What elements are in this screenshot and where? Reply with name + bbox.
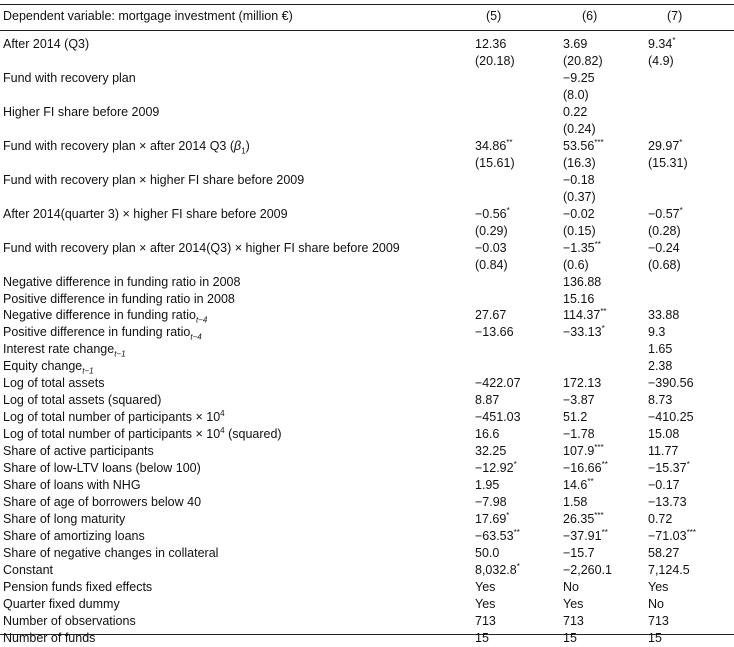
coefficient: −0.02 xyxy=(563,207,595,221)
coefficient: 9.34 xyxy=(648,37,673,51)
value-col-7-value xyxy=(648,324,665,341)
value-col-5-standard-error: (15.61) xyxy=(475,156,515,170)
coefficient: No xyxy=(563,580,579,594)
row-label-text: Positive difference in funding ratio xyxy=(3,325,191,339)
row-label-text: Interest rate change xyxy=(3,342,115,356)
dependent-variable-label: Dependent variable: mortgage investment (million €) xyxy=(3,9,293,23)
value-col-6-value xyxy=(563,596,583,613)
value-col-5-value xyxy=(475,562,520,579)
row-label-subscript: t−1 xyxy=(82,366,94,376)
value-col-5-value xyxy=(475,36,506,53)
value-col-5-value xyxy=(475,206,510,223)
coefficient: −15.37 xyxy=(648,461,687,475)
coefficient: −15.7 xyxy=(563,546,595,560)
coefficient: −33.13 xyxy=(563,325,602,339)
value-col-6-standard-error: (0.15) xyxy=(563,224,596,238)
row-label xyxy=(3,426,282,443)
value-col-7-value xyxy=(648,341,672,358)
coefficient: −1.78 xyxy=(563,427,595,441)
column-header-6: (6) xyxy=(582,9,598,23)
row-label-text: Log of total number of participants × 10 xyxy=(3,427,221,441)
row-label xyxy=(3,172,304,189)
row-label xyxy=(3,528,145,545)
row-label xyxy=(3,494,201,511)
row-label xyxy=(3,341,126,358)
value-col-7-value xyxy=(648,494,687,511)
row-label xyxy=(3,545,218,562)
value-col-6-value xyxy=(563,511,604,528)
coefficient: 15.08 xyxy=(648,427,680,441)
significance-stars: ** xyxy=(601,460,608,469)
row-label-text: Pension funds fixed effects xyxy=(3,580,153,594)
value-col-7-value xyxy=(648,206,683,223)
significance-stars: *** xyxy=(594,511,604,520)
row-label-text: Equity change xyxy=(3,359,83,373)
row-label-text: Fund with recovery plan × after 2014(Q3) × higher FI share before 2009 xyxy=(3,241,400,255)
value-col-6-standard-error: (8.0) xyxy=(563,88,589,102)
row-label-superscript: 4 xyxy=(220,426,225,435)
value-col-6-standard-error: (0.6) xyxy=(563,258,589,272)
row-label xyxy=(3,562,53,579)
row-label-text: Higher FI share before 2009 xyxy=(3,105,160,119)
coefficient: 33.88 xyxy=(648,308,680,322)
value-col-5-value xyxy=(475,375,521,392)
column-header-5: (5) xyxy=(486,9,502,23)
coefficient: 32.25 xyxy=(475,444,507,458)
value-col-6-value xyxy=(563,630,577,647)
row-label-subscript: t−4 xyxy=(190,332,202,342)
value-col-5-value xyxy=(475,443,506,460)
coefficient: −0.18 xyxy=(563,173,595,187)
value-col-6-value xyxy=(563,409,587,426)
value-col-5-standard-error: (0.84) xyxy=(475,258,508,272)
value-col-6-value xyxy=(563,562,612,579)
coefficient: −63.53 xyxy=(475,529,514,543)
value-col-7-value xyxy=(648,240,680,257)
value-col-7-value xyxy=(648,596,664,613)
coefficient: −2,260.1 xyxy=(563,563,613,577)
value-col-7-value xyxy=(648,443,678,460)
coefficient: Yes xyxy=(475,597,496,611)
value-col-5-value xyxy=(475,307,506,324)
value-col-7-value xyxy=(648,545,679,562)
row-label-end: (squared) xyxy=(224,427,282,441)
coefficient: 50.0 xyxy=(475,546,500,560)
significance-stars: * xyxy=(506,206,510,215)
coefficient: 8.87 xyxy=(475,393,500,407)
significance-stars: *** xyxy=(594,443,604,452)
value-col-6-value xyxy=(563,579,579,596)
value-col-7-standard-error: (0.28) xyxy=(648,224,681,238)
coefficient: −71.03 xyxy=(648,529,687,543)
coefficient: No xyxy=(648,597,664,611)
value-col-5-value xyxy=(475,511,509,528)
coefficient: −0.03 xyxy=(475,241,507,255)
value-col-6-standard-error: (0.24) xyxy=(563,122,596,136)
row-label-text: Negative difference in funding ratio in 2008 xyxy=(3,275,241,289)
value-col-6-standard-error: (20.82) xyxy=(563,54,603,68)
value-col-5-value xyxy=(475,596,495,613)
value-col-6-value xyxy=(563,138,604,155)
significance-stars: * xyxy=(506,511,510,520)
row-label-text: Share of amortizing loans xyxy=(3,529,145,543)
row-label-text: Log of total assets (squared) xyxy=(3,393,162,407)
significance-stars: *** xyxy=(594,138,604,147)
coefficient: −451.03 xyxy=(475,410,521,424)
value-col-7-value xyxy=(648,477,680,494)
coefficient: −0.56 xyxy=(475,207,507,221)
significance-stars: * xyxy=(679,138,683,147)
coefficient: 11.77 xyxy=(648,444,679,458)
coefficient: −7.98 xyxy=(475,495,507,509)
value-col-6-value xyxy=(563,528,608,545)
row-label xyxy=(3,409,225,426)
value-col-7-value xyxy=(648,138,682,155)
column-header-7: (7) xyxy=(667,9,683,23)
coefficient: −0.57 xyxy=(648,207,680,221)
row-label xyxy=(3,138,250,155)
row-label xyxy=(3,358,94,375)
coefficient: 1.58 xyxy=(563,495,588,509)
row-label-text: After 2014(quarter 3) × higher FI share before 2009 xyxy=(3,207,288,221)
row-label xyxy=(3,477,141,494)
value-col-6-value xyxy=(563,206,595,223)
significance-stars: * xyxy=(672,36,676,45)
value-col-7-value xyxy=(648,409,694,426)
row-label xyxy=(3,324,202,341)
coefficient: −3.87 xyxy=(563,393,595,407)
significance-stars: * xyxy=(679,206,683,215)
row-label-text: Share of negative changes in collateral xyxy=(3,546,219,560)
row-label-text: Positive difference in funding ratio in 2008 xyxy=(3,292,235,306)
significance-stars: * xyxy=(516,562,520,571)
row-label-text: After 2014 (Q3) xyxy=(3,37,90,51)
coefficient: 51.2 xyxy=(563,410,588,424)
row-label-subscript: t−4 xyxy=(195,315,208,325)
value-col-5-value xyxy=(475,324,514,341)
row-label-math-subscript: 1 xyxy=(241,146,246,156)
coefficient: −9.25 xyxy=(563,71,595,85)
value-col-6-value xyxy=(563,274,601,291)
value-col-6-value xyxy=(563,291,594,308)
value-col-6-value xyxy=(563,392,595,409)
coefficient: 27.67 xyxy=(475,308,507,322)
significance-stars: ** xyxy=(601,528,608,537)
value-col-5-value xyxy=(475,545,499,562)
significance-stars: ** xyxy=(506,138,513,147)
significance-stars: ** xyxy=(513,528,520,537)
coefficient: −0.24 xyxy=(648,241,680,255)
coefficient: 16.6 xyxy=(475,427,500,441)
row-label-text: Number of funds xyxy=(3,631,96,645)
value-col-6-value xyxy=(563,545,595,562)
coefficient: −16.66 xyxy=(563,461,602,475)
value-col-6-value xyxy=(563,375,601,392)
coefficient: 17.69 xyxy=(475,512,507,526)
row-label xyxy=(3,460,201,477)
row-label xyxy=(3,443,154,460)
value-col-5-value xyxy=(475,426,499,443)
coefficient: 15.16 xyxy=(563,292,595,306)
row-label xyxy=(3,307,207,324)
coefficient: 713 xyxy=(475,614,496,628)
value-col-5-value xyxy=(475,409,521,426)
value-col-7-value xyxy=(648,579,668,596)
value-col-6-value xyxy=(563,324,605,341)
coefficient: 0.22 xyxy=(563,105,588,119)
value-col-7-value xyxy=(648,630,662,647)
value-col-7-value xyxy=(648,613,669,630)
coefficient: 29.97 xyxy=(648,139,680,153)
coefficient: −12.92 xyxy=(475,461,514,475)
significance-stars: * xyxy=(601,324,605,333)
value-col-7-value xyxy=(648,36,675,53)
row-label xyxy=(3,206,288,223)
row-label-text: Number of observations xyxy=(3,614,136,628)
coefficient: 1.95 xyxy=(475,478,500,492)
bottom-rule xyxy=(0,634,734,635)
row-label-text: Fund with recovery plan × after 2014 Q3 ( xyxy=(3,139,235,153)
coefficient: 0.72 xyxy=(648,512,673,526)
coefficient: 58.27 xyxy=(648,546,680,560)
value-col-6-value xyxy=(563,36,587,53)
coefficient: −410.25 xyxy=(648,410,694,424)
row-label-text: Quarter fixed dummy xyxy=(3,597,120,611)
row-label-text: Constant xyxy=(3,563,54,577)
significance-stars: * xyxy=(513,460,517,469)
value-col-6-value xyxy=(563,460,608,477)
significance-stars: ** xyxy=(594,240,601,249)
value-col-6-standard-error: (0.37) xyxy=(563,190,596,204)
coefficient: −1.35 xyxy=(563,241,595,255)
significance-stars: ** xyxy=(600,307,607,316)
top-rule xyxy=(0,4,734,5)
value-col-7-value xyxy=(648,307,679,324)
row-label xyxy=(3,613,136,630)
row-label xyxy=(3,274,240,291)
coefficient: −37.91 xyxy=(563,529,602,543)
coefficient: 2.38 xyxy=(648,359,673,373)
value-col-6-value xyxy=(563,426,595,443)
row-label xyxy=(3,375,104,392)
value-col-5-value xyxy=(475,528,520,545)
value-col-5-value xyxy=(475,630,489,647)
row-label xyxy=(3,630,95,647)
row-label-text: Share of low-LTV loans (below 100) xyxy=(3,461,201,475)
value-col-6-standard-error: (16.3) xyxy=(563,156,596,170)
coefficient: 15 xyxy=(475,631,489,645)
coefficient: Yes xyxy=(563,597,584,611)
coefficient: 107.9 xyxy=(563,444,595,458)
coefficient: 26.35 xyxy=(563,512,595,526)
value-col-5-value xyxy=(475,613,496,630)
coefficient: 8.73 xyxy=(648,393,673,407)
row-label-text: Share of active participants xyxy=(3,444,154,458)
header-rule xyxy=(0,30,734,31)
coefficient: 8,032.8 xyxy=(475,563,517,577)
coefficient: 114.37 xyxy=(563,308,601,322)
coefficient: Yes xyxy=(648,580,669,594)
coefficient: 9.3 xyxy=(648,325,666,339)
row-label-text: Log of total assets xyxy=(3,376,105,390)
value-col-6-value xyxy=(563,477,594,494)
row-label-text: Share of age of borrowers below 40 xyxy=(3,495,202,509)
value-col-5-standard-error: (20.18) xyxy=(475,54,515,68)
coefficient: −0.17 xyxy=(648,478,680,492)
value-col-7-value xyxy=(648,528,696,545)
value-col-7-standard-error: (0.68) xyxy=(648,258,681,272)
significance-stars: *** xyxy=(686,528,696,537)
value-col-6-value xyxy=(563,494,587,511)
row-label xyxy=(3,511,125,528)
row-label xyxy=(3,36,89,53)
value-col-5-value xyxy=(475,477,499,494)
value-col-7-standard-error: (15.31) xyxy=(648,156,688,170)
row-label xyxy=(3,596,120,613)
row-label-text: Share of loans with NHG xyxy=(3,478,141,492)
coefficient: 1.65 xyxy=(648,342,673,356)
value-col-6-value xyxy=(563,307,607,324)
value-col-6-value xyxy=(563,443,604,460)
row-label-text: Share of long maturity xyxy=(3,512,126,526)
coefficient: Yes xyxy=(475,580,496,594)
coefficient: 15 xyxy=(563,631,577,645)
value-col-7-standard-error: (4.9) xyxy=(648,54,674,68)
coefficient: 136.88 xyxy=(563,275,602,289)
row-label-math: β xyxy=(234,139,242,153)
value-col-7-value xyxy=(648,392,672,409)
row-label xyxy=(3,70,136,87)
row-label-text: Negative difference in funding ratio xyxy=(3,308,196,322)
row-label-superscript: 4 xyxy=(220,409,225,418)
row-label xyxy=(3,104,159,121)
row-label xyxy=(3,291,235,308)
value-col-7-value xyxy=(648,375,694,392)
coefficient: −13.66 xyxy=(475,325,514,339)
coefficient: 7,124.5 xyxy=(648,563,690,577)
row-label-subscript: t−1 xyxy=(114,349,126,359)
value-col-5-value xyxy=(475,579,495,596)
coefficient: 3.69 xyxy=(563,37,588,51)
value-col-5-value xyxy=(475,392,499,409)
row-label xyxy=(3,392,161,409)
value-col-6-value xyxy=(563,172,595,189)
coefficient: −13.73 xyxy=(648,495,687,509)
coefficient: 34.86 xyxy=(475,139,507,153)
coefficient: 14.6 xyxy=(563,478,588,492)
row-label-text: Fund with recovery plan × higher FI share before 2009 xyxy=(3,173,305,187)
coefficient: 713 xyxy=(648,614,669,628)
value-col-7-value xyxy=(648,426,679,443)
value-col-6-value xyxy=(563,613,584,630)
row-label xyxy=(3,240,400,257)
value-col-6-value xyxy=(563,240,601,257)
row-label xyxy=(3,579,152,596)
coefficient: 713 xyxy=(563,614,584,628)
coefficient: 12.36 xyxy=(475,37,507,51)
value-col-5-value xyxy=(475,460,517,477)
value-col-5-value xyxy=(475,138,513,155)
value-col-6-value xyxy=(563,70,595,87)
coefficient: 53.56 xyxy=(563,139,595,153)
row-label-text: Log of total number of participants × 10 xyxy=(3,410,221,424)
significance-stars: * xyxy=(686,460,690,469)
value-col-7-value xyxy=(648,511,672,528)
significance-stars: ** xyxy=(587,477,594,486)
row-label-end: ) xyxy=(245,139,250,153)
coefficient: −422.07 xyxy=(475,376,521,390)
coefficient: 172.13 xyxy=(563,376,602,390)
value-col-7-value xyxy=(648,460,690,477)
value-col-5-value xyxy=(475,240,507,257)
value-col-5-value xyxy=(475,494,507,511)
value-col-5-standard-error: (0.29) xyxy=(475,224,508,238)
row-label-text: Fund with recovery plan xyxy=(3,71,136,85)
value-col-7-value xyxy=(648,358,672,375)
value-col-7-value xyxy=(648,562,690,579)
coefficient: 15 xyxy=(648,631,662,645)
value-col-6-value xyxy=(563,104,587,121)
coefficient: −390.56 xyxy=(648,376,694,390)
